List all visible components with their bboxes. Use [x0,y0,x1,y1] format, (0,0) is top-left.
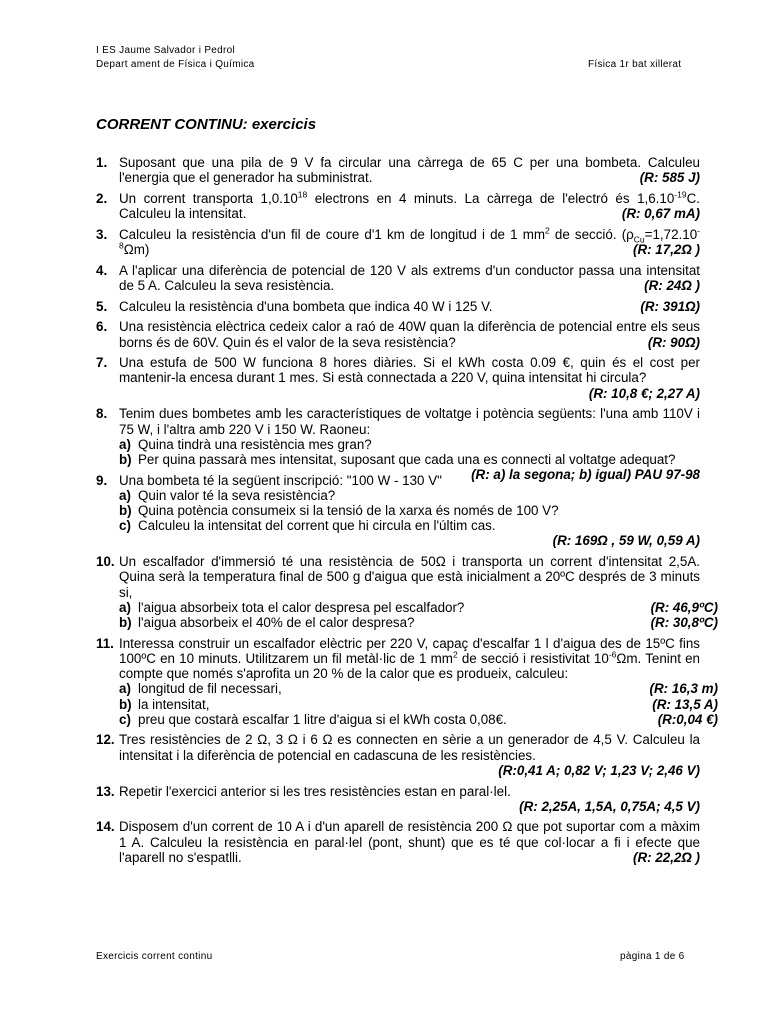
exercise-answer: (R: 391Ω) [640,298,700,314]
subquestion-text: Quina tindrà una resistència mes gran? [138,436,372,452]
exercise-number: 12. [96,732,115,748]
exercise-answer: (R: 585 J) [639,170,700,186]
subquestion-text: l'aigua absorbeix el 40% de el calor despresa? [138,614,415,630]
exercise-number: 10. [96,554,115,570]
subquestion-text: Per quina passarà mes intensitat, suposant que cada una es connecti al voltatge adequat? [138,451,676,467]
exercise-5 [96,299,700,314]
exercise-text: Calculeu la resistència d'una bombeta que indica 40 W i 125 V. [119,298,493,314]
exercise-answer: (R: 2,25A, 1,5A, 0,75A; 4,5 V) [519,798,700,814]
subquestion-c [119,711,718,727]
page-title: CORRENT CONTINU: exercicis [96,116,317,133]
exercise-text: C. Calculeu la intensitat. [119,190,700,222]
exercise-number: 14. [96,819,115,835]
subquestion-text: longitud de fil necessari, [138,681,282,697]
exercise-text: Ωm. Tenint en compte que només s'aprofita un 20 % de la calor que es produeix, calculeu: [119,650,700,682]
school-name: I ES Jaume Salvador i Pedrol [96,45,236,56]
exercise-answer: (R: 90Ω) [647,334,700,350]
subquestion-a [119,488,700,503]
exercise-number: 9. [96,472,108,488]
exercise-number: 11. [96,635,114,651]
exercise-text: de secció i resistivitat 10 [457,650,609,666]
subquestion-label: b) [119,614,132,630]
exercise-3 [96,227,700,257]
exercise-number: 8. [96,406,108,422]
exercise-6 [96,319,700,349]
subquestion-answer: (R:0,04 €) [657,711,718,727]
subquestion-b [119,696,718,712]
exercise-10 [96,554,718,630]
exercise-answer: (R: 22,2Ω ) [632,849,700,865]
subquestion-a [119,681,718,697]
exercise-answer: (R: 24Ω ) [644,277,700,293]
exponent: -6 [608,649,617,660]
subscript: Cu [633,234,645,245]
exercise-answer: (R: 10,8 €; 2,27 A) [588,385,700,401]
exercise-text: A l'aplicar una diferència de potencial de 120 V als extrems d'un conductor passa una intensitat de 5 A. Calculeu la seva resistència. [119,262,700,293]
subquestion-a [119,437,700,452]
exercise-number: 4. [96,262,108,278]
subquestion-label: a) [119,599,131,615]
subquestion-text: Quina potència consumeix si la tensió de la xarxa és només de 100 V? [138,503,559,519]
exercise-text: Un escalfador d'immersió té una resistència de 50Ω i transporta un corrent d'intensitat 2,5A. Quina serà la temperatura final de 500 g d'aigua que està inicialment a 20ºC després de 3 minuts si, [119,554,700,600]
exponent: 2 [452,649,458,660]
subquestion-answer: (R: 13,5 A) [652,696,718,712]
subquestion-answer: (R: 46,9ºC) [650,599,718,615]
subquestion-label: b) [119,451,132,467]
exercise-12 [96,732,700,778]
exercise-13 [96,784,700,814]
exercise-number: 2. [96,190,108,206]
exponent: -19 [674,189,687,200]
exercise-text: electrons en 4 minuts. La càrrega de l'electró és 1,6.10 [307,190,675,206]
subquestion-label: a) [119,436,131,452]
exercise-text: de secció. (ρ [549,226,634,242]
subquestion-text: preu que costarà escalfar 1 litre d'aigua si el kWh costa 0,08€. [138,711,507,727]
exercise-11 [96,635,718,727]
subquestion-b [119,614,718,630]
exercise-text: Disposem d'un corrent de 10 A i d'un aparell de resistència 200 Ω que pot suportar com a màxim 1 A. Calculeu la resistència en paral·lel (pont, shunt) que es té que col·locar a fi i efecte que l'aparell no s'espatlli. [119,819,700,865]
subquestion-answer: (R: 16,3 m) [649,681,718,697]
subquestion-label: b) [119,696,132,712]
page-number: pàgina 1 de 6 [620,951,685,962]
exponent: 2 [545,225,550,236]
subquestion-b [119,503,700,518]
exercise-list [96,155,718,871]
exercise-answer: (R: 169Ω , 59 W, 0,59 A) [552,533,700,549]
exercise-text: Interessa construir un escalfador elèctric per 220 V, capaç d'escalfar 1 l d'aigua des de 15ºC fins 100ºC en 10 minuts. Utilitzarem un fil metàl·lic de 1 mm [119,635,700,666]
subquestion-answer: (R: 30,8ºC) [650,614,718,630]
subquestion-label: b) [119,503,132,519]
exercise-number: 1. [96,155,108,170]
subquestion-text: Quin valor té la seva resistència? [138,487,336,503]
exercise-answer: (R: a) la segona; b) igual) PAU 97-98 [471,467,700,483]
exercise-text: Una estufa de 500 W funciona 8 hores diàries. Si el kWh costa 0.09 €, quin és el cost per mantenir-la encesa durant 1 mes. Si està connectada a 220 V, quina intensitat hi circula? [119,355,700,386]
exercise-number: 13. [96,783,115,799]
exponent: 18 [297,189,308,200]
subquestion-label: c) [119,518,131,534]
exercise-answer: (R: 0,67 mA) [621,206,700,222]
subquestion-label: a) [119,681,131,697]
exercise-answer: (R: 17,2Ω ) [632,242,700,258]
exercise-number: 3. [96,226,108,242]
subquestion-c [119,518,700,533]
subquestion-label: a) [119,487,131,503]
exercise-text: Tenim dues bombetes amb les característiques de voltatge i potència següents: l'una amb 110V i 75 W, i l'altra amb 220 V i 150 W. Raoneu: [119,406,700,437]
exercise-text: =1,72.10 [644,226,698,242]
exercise-answer: (R:0,41 A; 0,82 V; 1,23 V; 2,46 V) [498,762,700,778]
exercise-text: Ωm) [123,242,150,258]
subquestion-text: la intensitat, [138,696,210,712]
subquestion-a [119,599,718,615]
department-name: Depart ament de Física i Química [96,59,255,70]
exercise-14 [96,819,700,865]
course-label: Física 1r bat xillerat [588,59,682,70]
exercise-7 [96,355,700,401]
exercise-4 [96,263,700,293]
subquestion-text: l'aigua absorbeix tota el calor despresa pel escalfador? [138,599,465,615]
exercise-number: 6. [96,319,108,335]
exercise-number: 7. [96,355,108,371]
exercise-text: Un corrent transporta 1,0.10 [119,190,298,206]
exercise-text: Calculeu la resistència d'un fil de coure d'1 km de longitud i de 1 mm [119,226,546,242]
exercise-text: Una resistència elèctrica cedeix calor a raó de 40W quan la diferència de potencial entre els seus borns és de 60V. Quin és el valor de la seva resistència? [119,319,700,350]
exercise-text: Una bombeta té la següent inscripció: "100 W - 130 V" [119,472,442,488]
exercise-2 [96,191,700,221]
exercise-text: Suposant que una pila de 9 V fa circular una càrrega de 65 C per una bombeta. Calculeu l'energia que el generador ha subministrat. [119,155,700,186]
exponent: -8 [119,225,700,251]
footer-title: Exercicis corrent continu [96,951,213,962]
exercise-text: Tres resistències de 2 Ω, 3 Ω i 6 Ω es connecten en sèrie a un generador de 4,5 V. Calculeu la intensitat i la diferència de potencial en cadascuna de les resistències. [119,732,700,763]
exercise-1 [96,155,700,185]
subquestion-text: Calculeu la intensitat del corrent que hi circula en l'últim cas. [138,518,496,534]
subquestion-label: c) [119,711,131,727]
exercise-9 [96,473,700,549]
exercise-text: Repetir l'exercici anterior si les tres resistències estan en paral·lel. [119,783,511,799]
exercise-number: 5. [96,298,108,314]
